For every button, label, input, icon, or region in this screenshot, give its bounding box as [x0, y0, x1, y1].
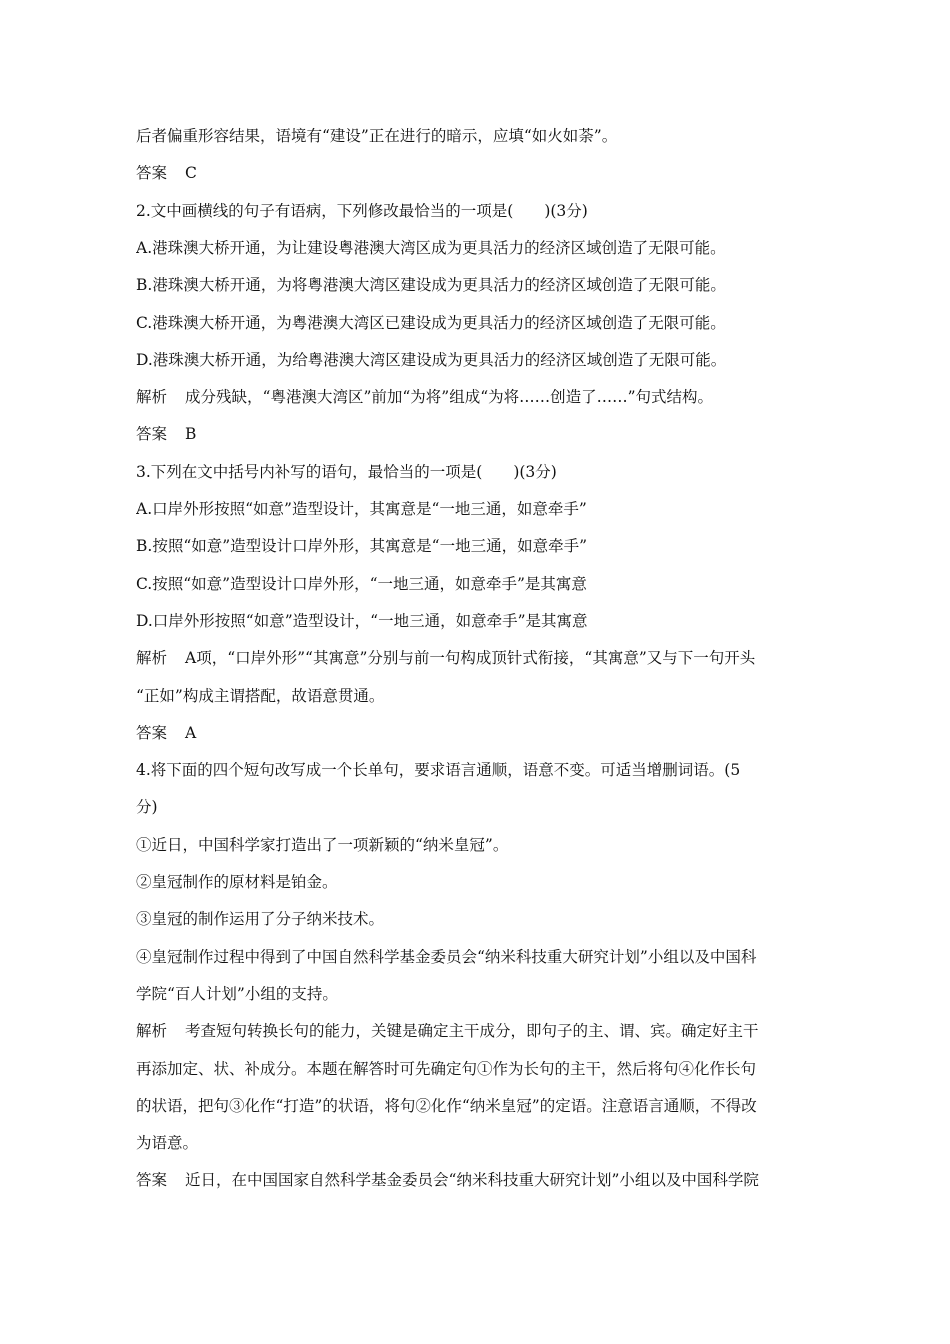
line-text: A.口岸外形按照“如意”造型设计，其寓意是“一地三通，如意牵手” — [136, 500, 587, 518]
line-text: B.按照“如意”造型设计口岸外形，其寓意是“一地三通，如意牵手” — [136, 537, 588, 556]
text-line — [136, 1058, 826, 1080]
line-label: 答案 — [136, 425, 168, 444]
text-line — [136, 1169, 826, 1191]
text-line — [136, 871, 826, 893]
text-line — [136, 722, 826, 744]
line-label: 解析 — [136, 649, 168, 668]
line-text: 学院“百人计划”小组的支持。 — [136, 984, 338, 1003]
text-line — [136, 200, 826, 222]
line-text: 的状语，把句③化作“打造”的状语，将句②化作“纳米皇冠”的定语。注意语言通顺，不得改 — [136, 1096, 757, 1115]
line-text: 再添加定、状、补成分。本题在解答时可先确定句①作为长句的主干，然后将句④化作长句 — [136, 1059, 757, 1078]
text-line — [136, 1020, 826, 1042]
text-line — [136, 274, 826, 296]
line-label: 解析 — [136, 1022, 168, 1041]
line-label: 答案 — [136, 1171, 168, 1190]
text-line — [136, 983, 826, 1005]
line-text: 为语意。 — [136, 1134, 199, 1153]
text-line — [136, 237, 826, 259]
text-line — [136, 386, 826, 408]
line-text: ④皇冠制作过程中得到了中国自然科学基金委员会“纳米科技重大研究计划”小组以及中国科 — [136, 947, 757, 966]
line-text: 3.下列在文中括号内补写的语句，最恰当的一项是( )(3分) — [136, 462, 557, 481]
text-line — [136, 162, 826, 184]
line-text: 后者偏重形容结果，语境有“建设”正在进行的暗示，应填“如火如荼”。 — [136, 127, 618, 145]
line-text: 近日，在中国国家自然科学基金委员会“纳米科技重大研究计划”小组以及中国科学院 — [185, 1171, 759, 1190]
line-text: ②皇冠制作的原材料是铂金。 — [136, 873, 338, 891]
line-text: 4.将下面的四个短句改写成一个长单句，要求语言通顺，语意不变。可适当增删词语。(5 — [136, 761, 741, 780]
text-line — [136, 1095, 826, 1117]
text-line — [136, 759, 826, 781]
text-line — [136, 834, 826, 856]
text-line — [136, 573, 826, 595]
text-line — [136, 1132, 826, 1154]
text-line — [136, 498, 826, 520]
line-text: 成分残缺，“粤港澳大湾区”前加“为将”组成“为将……创造了……”句式结构。 — [185, 388, 714, 407]
line-label: 答案 — [136, 164, 168, 183]
line-text: 考查短句转换长句的能力，关键是确定主干成分，即句子的主、谓、宾。确定好主干 — [185, 1022, 759, 1041]
text-line — [136, 946, 826, 968]
text-line — [136, 535, 826, 557]
line-text: 分) — [136, 798, 158, 817]
line-text: C — [185, 164, 197, 183]
line-text: A项，“口岸外形”“其寓意”分别与前一句构成顶针式衔接，“其寓意”又与下一句开头 — [185, 649, 756, 668]
text-line — [136, 685, 826, 707]
text-line — [136, 349, 826, 371]
line-text: A — [185, 723, 197, 742]
line-label: 答案 — [136, 723, 168, 742]
text-line — [136, 610, 826, 632]
text-line — [136, 461, 826, 483]
line-text: 2.文中画横线的句子有语病，下列修改最恰当的一项是( )(3分) — [136, 201, 588, 220]
text-line — [136, 908, 826, 930]
line-text: ③皇冠的制作运用了分子纳米技术。 — [136, 910, 385, 929]
line-text: C.按照“如意”造型设计口岸外形，“一地三通，如意牵手”是其寓意 — [136, 574, 587, 593]
line-text: D.港珠澳大桥开通，为给粤港澳大湾区建设成为更具活力的经济区域创造了无限可能。 — [136, 350, 727, 369]
line-text: C.港珠澳大桥开通，为粤港澳大湾区已建设成为更具活力的经济区域创造了无限可能。 — [136, 313, 726, 332]
line-text: D.口岸外形按照“如意”造型设计，“一地三通，如意牵手”是其寓意 — [136, 611, 588, 630]
line-label: 解析 — [136, 388, 168, 407]
text-line — [136, 796, 826, 818]
line-text: B.港珠澳大桥开通，为将粤港澳大湾区建设成为更具活力的经济区域创造了无限可能。 — [136, 276, 726, 295]
text-line — [136, 647, 826, 669]
text-line — [136, 125, 826, 147]
text-line — [136, 423, 826, 445]
line-text: “正如”构成主谓搭配，故语意贯通。 — [136, 686, 385, 705]
text-line — [136, 312, 826, 334]
line-text: A.港珠澳大桥开通，为让建设粤港澳大湾区成为更具活力的经济区域创造了无限可能。 — [136, 238, 726, 257]
line-text: B — [185, 425, 197, 444]
line-text: ①近日，中国科学家打造出了一项新颖的“纳米皇冠”。 — [136, 835, 509, 854]
